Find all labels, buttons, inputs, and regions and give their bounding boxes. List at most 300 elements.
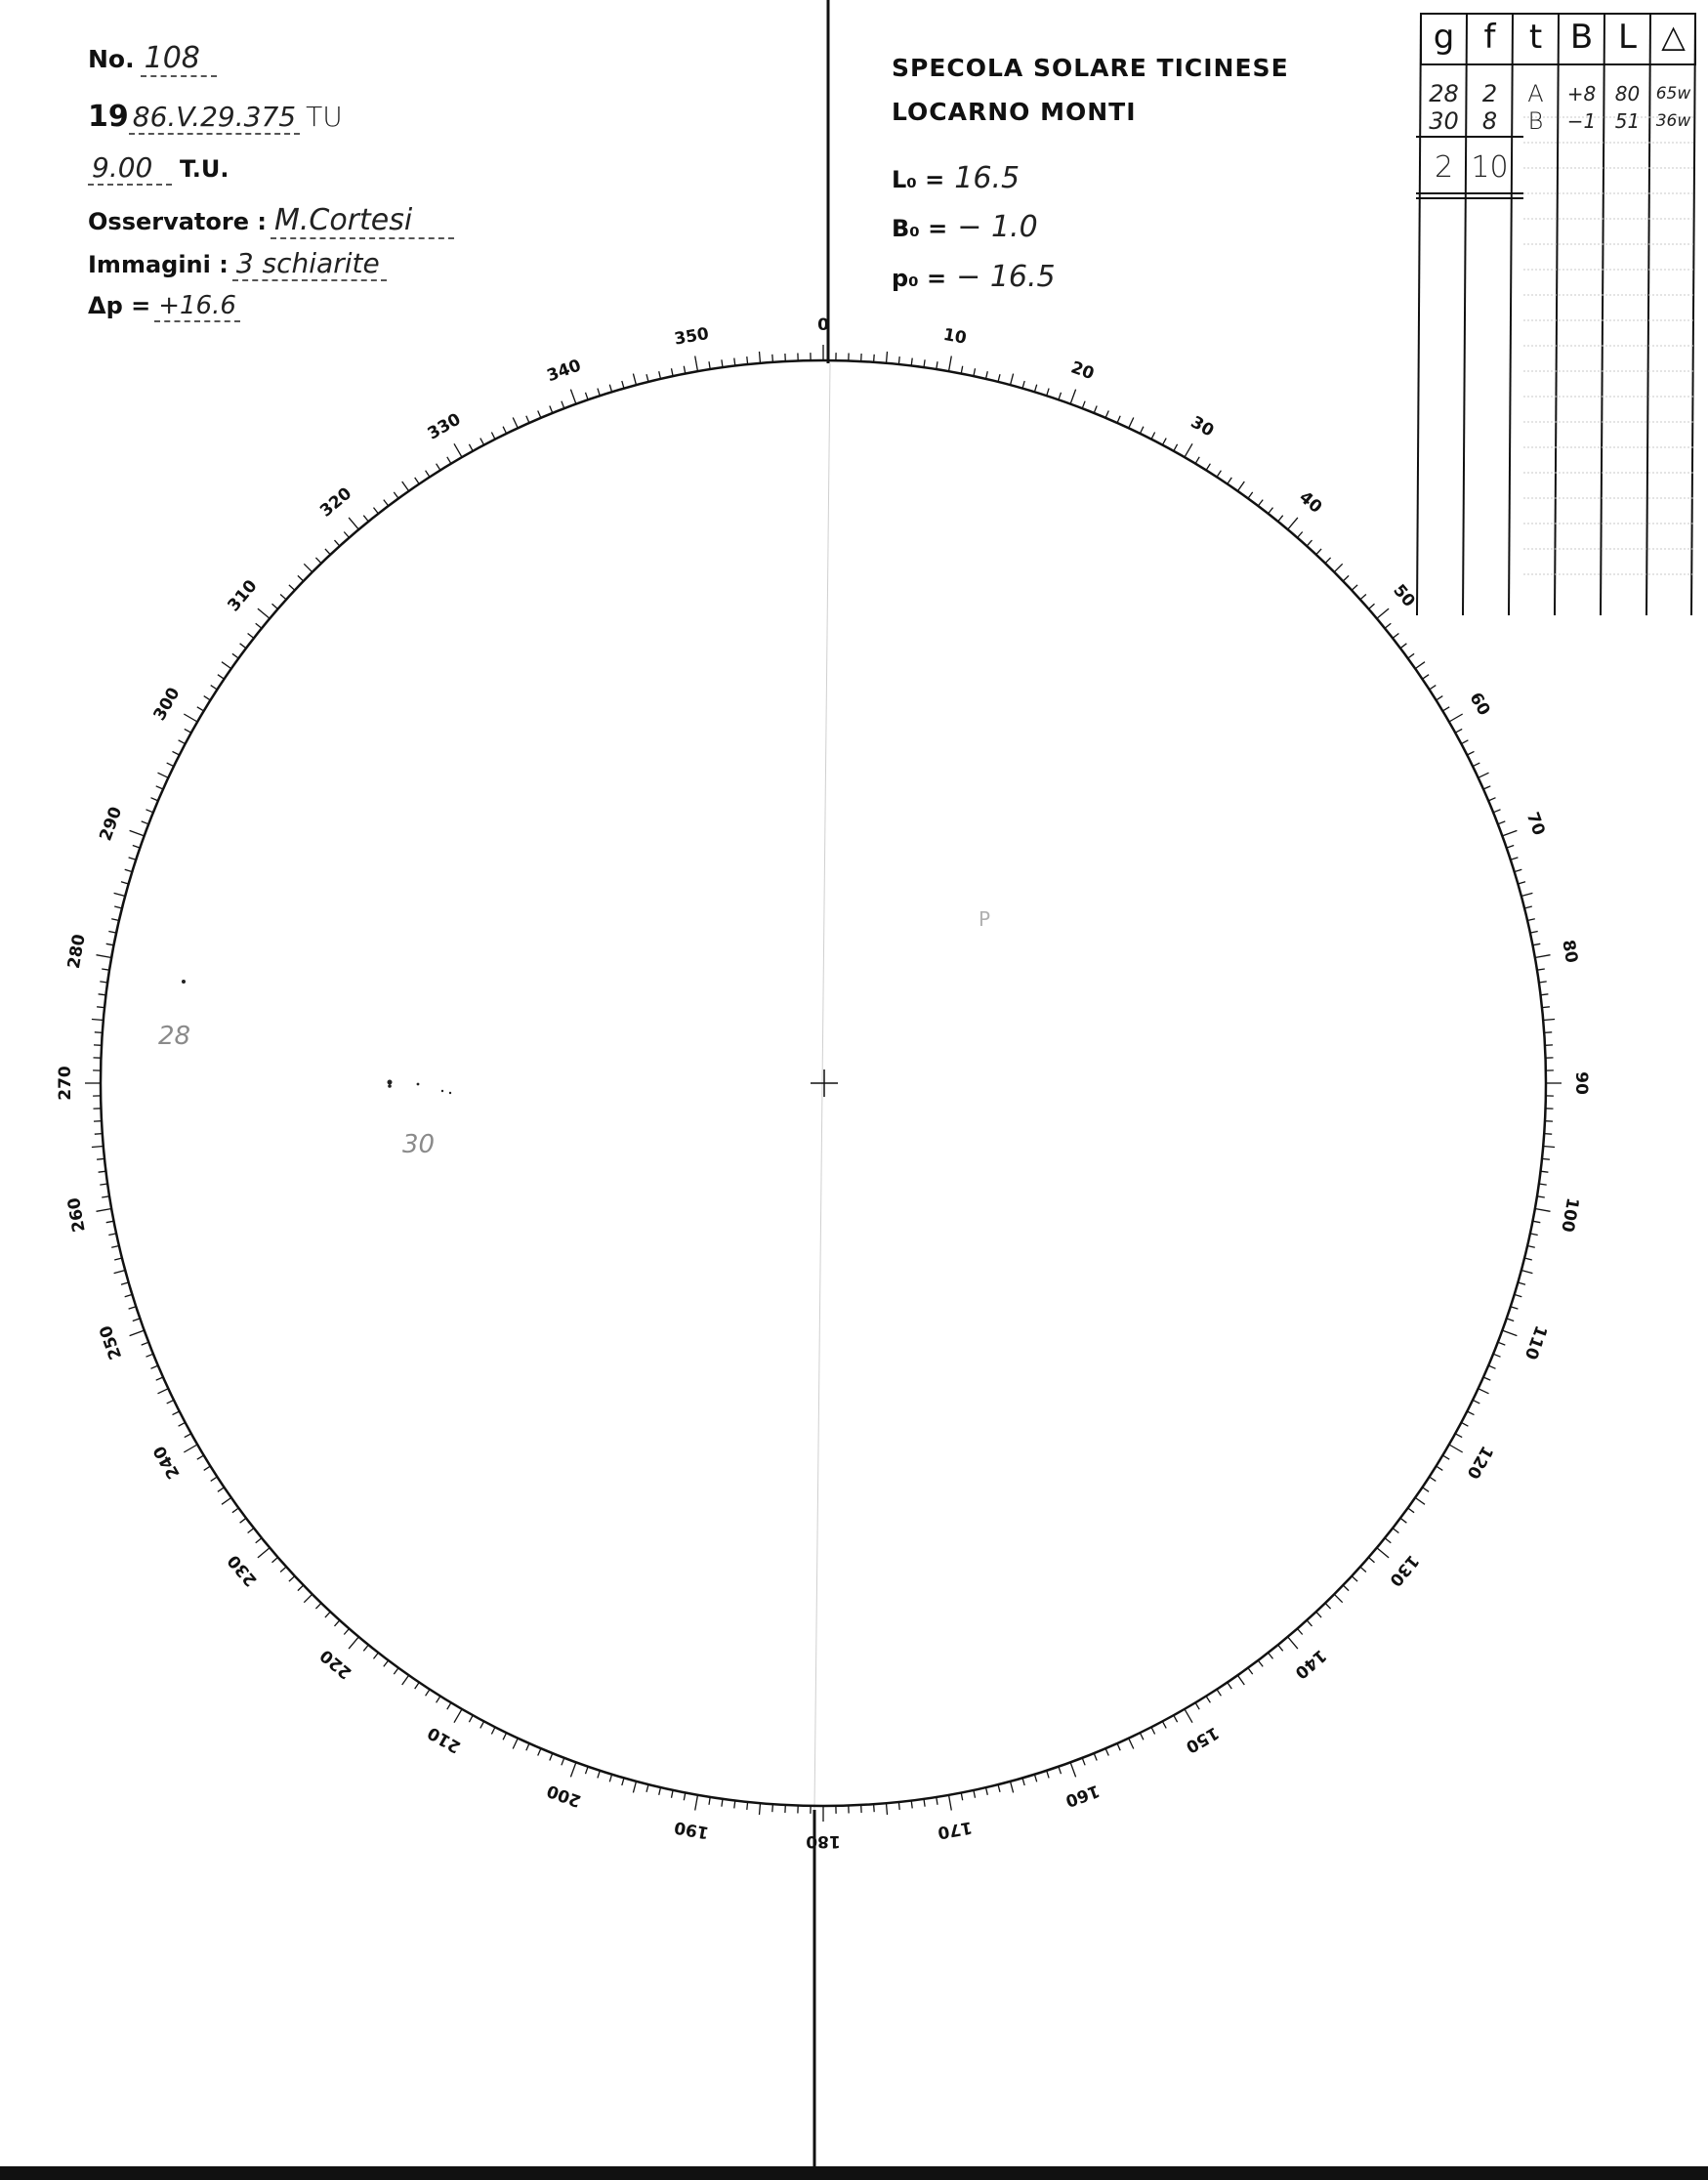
degree-tick (1258, 500, 1263, 506)
degree-tick (1530, 1234, 1538, 1236)
degree-tick (335, 540, 340, 546)
degree-tick (1129, 418, 1134, 429)
degree-tick (1521, 893, 1533, 896)
degree-tick (1059, 1767, 1062, 1775)
degree-tick (197, 1455, 204, 1459)
sunspot (388, 1080, 393, 1085)
degree-tick (344, 1629, 349, 1635)
degree-tick (646, 1784, 648, 1792)
degree-tick (415, 1683, 420, 1690)
degree-tick (491, 433, 495, 440)
degree-tick (179, 740, 186, 744)
degree-tick (1541, 994, 1549, 995)
date-value: 86.V.29.375 (129, 101, 300, 135)
degree-label: 80 (1558, 938, 1582, 965)
table-cell: 28 (1429, 80, 1459, 107)
degree-tick (349, 518, 358, 529)
degree-tick (1498, 1342, 1506, 1345)
degree-tick (1511, 858, 1519, 859)
degree-tick (146, 1354, 153, 1357)
degree-tick (722, 359, 723, 367)
degree-tick (949, 356, 952, 372)
degree-tick (426, 1690, 430, 1697)
degree-label: 230 (224, 1550, 262, 1590)
sunspot (182, 980, 186, 984)
degree-tick (394, 1668, 398, 1674)
degree-tick (1298, 1629, 1303, 1635)
degree-tick (1352, 585, 1357, 590)
degree-tick (695, 356, 698, 372)
degree-tick (114, 1258, 122, 1260)
degree-tick (1467, 751, 1474, 755)
degree-tick (1524, 906, 1532, 908)
table-header-f: f (1483, 18, 1496, 57)
table-header-L: L (1618, 18, 1637, 57)
degree-tick (1217, 471, 1221, 478)
observer-label: Osservatore : (88, 208, 267, 235)
degree-tick (125, 869, 133, 871)
degree-tick (222, 1497, 231, 1504)
degree-tick (1415, 1497, 1425, 1504)
degree-label: 160 (1062, 1780, 1103, 1811)
degree-tick (998, 1784, 1000, 1792)
degree-tick (1151, 433, 1155, 440)
degree-tick (232, 653, 238, 658)
degree-tick (760, 352, 761, 363)
degree-tick (384, 1660, 389, 1666)
degree-tick (1449, 1445, 1463, 1452)
degree-tick (402, 1675, 409, 1685)
degree-tick (426, 471, 430, 478)
degree-tick (92, 1147, 104, 1148)
degree-tick (173, 751, 180, 755)
degree-label: 190 (672, 1817, 711, 1843)
degree-tick (722, 1799, 723, 1807)
degree-label: 180 (806, 1831, 841, 1851)
degree-tick (609, 385, 611, 393)
degree-tick (1527, 1246, 1535, 1248)
degree-tick (384, 500, 389, 506)
time-value: 9.00 (88, 151, 172, 186)
degree-tick (1360, 595, 1366, 600)
degree-tick (961, 1792, 963, 1800)
degree-tick (513, 418, 518, 429)
degree-tick (1437, 696, 1443, 700)
table-cell: −1 (1566, 109, 1597, 133)
degree-tick (97, 1158, 104, 1159)
degree-label: 70 (1521, 810, 1549, 839)
degree-tick (898, 356, 899, 364)
degree-tick (1537, 1196, 1545, 1197)
degree-tick (184, 1445, 197, 1452)
degree-tick (659, 371, 661, 379)
degree-tick (1423, 1488, 1430, 1492)
degree-tick (469, 444, 473, 451)
degree-tick (684, 1792, 686, 1800)
degree-tick (1518, 882, 1525, 884)
degree-tick (1541, 1171, 1549, 1172)
degree-tick (1430, 1477, 1437, 1481)
degree-tick (1185, 443, 1192, 457)
degree-tick (272, 1558, 278, 1563)
degree-tick (363, 516, 368, 522)
degree-tick (887, 352, 888, 363)
observatory-location: LOCARNO MONTI (892, 98, 1137, 126)
degree-tick (974, 368, 976, 376)
degree-tick (280, 595, 286, 600)
degree-tick (125, 1294, 133, 1296)
degree-tick (1307, 1620, 1312, 1626)
degree-label: 90 (1571, 1071, 1591, 1095)
degree-tick (1105, 411, 1108, 418)
degree-tick (1269, 508, 1273, 514)
degree-tick (1151, 1727, 1155, 1734)
L0-label: L₀ = (892, 166, 945, 193)
B0-value: − 1.0 (957, 210, 1038, 244)
time-label: T.U. (180, 155, 229, 183)
degree-tick (1543, 1020, 1555, 1021)
degree-tick (100, 1184, 107, 1185)
degree-label: 150 (1182, 1722, 1223, 1757)
degree-tick (911, 1801, 912, 1809)
degree-label: 130 (1385, 1550, 1423, 1590)
degree-tick (1502, 1330, 1517, 1336)
degree-tick (1248, 492, 1253, 498)
degree-tick (538, 1748, 541, 1755)
degree-tick (480, 1721, 484, 1728)
degree-tick (1258, 1660, 1263, 1666)
degree-tick (1408, 653, 1414, 658)
degree-tick (1415, 662, 1425, 669)
degree-tick (480, 439, 484, 445)
degree-tick (1493, 1354, 1500, 1357)
degree-label: 220 (316, 1645, 356, 1683)
table-cell: 2 (1481, 80, 1498, 107)
degree-tick (1278, 1645, 1283, 1651)
degree-tick (335, 1620, 340, 1626)
degree-tick (1288, 518, 1298, 529)
degree-tick (1105, 1748, 1108, 1755)
degree-tick (1360, 1567, 1366, 1572)
degree-tick (1530, 932, 1538, 934)
degree-tick (1539, 982, 1547, 983)
degree-tick (232, 1508, 238, 1513)
p-marker: P (979, 907, 991, 931)
degree-tick (586, 1767, 589, 1775)
degree-tick (1195, 457, 1199, 464)
degree-tick (1228, 478, 1232, 484)
degree-tick (1479, 1389, 1489, 1394)
degree-tick (111, 1246, 119, 1248)
degree-tick (1488, 1365, 1495, 1368)
degree-tick (99, 994, 106, 995)
degree-tick (1059, 393, 1062, 400)
degree-tick (1532, 943, 1540, 945)
degree-tick (1483, 786, 1490, 789)
degree-tick (526, 1743, 529, 1750)
degree-tick (1442, 707, 1449, 711)
degree-label: 20 (1067, 357, 1097, 385)
degree-tick (772, 1804, 773, 1812)
degree-tick (272, 604, 278, 608)
degree-tick (1507, 846, 1515, 849)
degree-tick (298, 575, 304, 581)
degree-tick (130, 1330, 145, 1336)
degree-tick (344, 532, 349, 538)
degree-tick (598, 389, 600, 397)
table-total-spots: 10 (1471, 150, 1509, 185)
sunspot (388, 1084, 392, 1088)
degree-tick (1543, 1147, 1555, 1148)
degree-tick (747, 1802, 748, 1810)
degree-tick (887, 1803, 888, 1815)
degree-tick (1094, 1753, 1097, 1760)
degree-tick (949, 1795, 952, 1811)
delta-p-label: Δp = (88, 292, 151, 319)
degree-tick (1544, 1032, 1552, 1033)
degree-label: 30 (1187, 412, 1218, 441)
degree-tick (1094, 406, 1097, 413)
degree-tick (97, 1007, 104, 1008)
B0-label: B₀ = (892, 215, 948, 242)
degree-tick (211, 1477, 218, 1481)
table-cell: 51 (1614, 109, 1641, 133)
degree-tick (1518, 1282, 1525, 1284)
degree-tick (92, 1020, 104, 1021)
degree-tick (1070, 1762, 1076, 1777)
degree-tick (1162, 439, 1166, 445)
degree-tick (1385, 1538, 1391, 1543)
degree-tick (1442, 1455, 1449, 1459)
degree-tick (114, 906, 122, 908)
degree-label: 300 (149, 684, 185, 725)
degree-tick (1206, 464, 1210, 471)
degree-tick (1334, 1594, 1342, 1602)
degree-tick (974, 1790, 976, 1798)
degree-tick (695, 1795, 698, 1811)
degree-tick (240, 644, 246, 649)
degree-label: 330 (424, 409, 465, 444)
degree-tick (734, 1801, 735, 1809)
degree-label: 340 (544, 356, 584, 387)
degree-tick (1307, 540, 1312, 546)
center-cross (811, 1069, 838, 1097)
degree-tick (1082, 1758, 1085, 1766)
degree-tick (1377, 608, 1389, 618)
degree-tick (526, 416, 529, 423)
degree-tick (258, 608, 270, 618)
degree-tick (598, 1771, 600, 1779)
degree-tick (924, 1799, 925, 1807)
delta-p-value: +16.6 (154, 291, 240, 322)
degree-tick (394, 492, 398, 498)
degree-tick (622, 1778, 624, 1785)
table-cell: 30 (1429, 107, 1459, 135)
degree-tick (248, 634, 254, 639)
degree-tick (1162, 1721, 1166, 1728)
degree-tick (1535, 955, 1551, 958)
degree-tick (772, 355, 773, 362)
degree-tick (325, 1612, 330, 1617)
degree-tick (1034, 1775, 1036, 1782)
degree-tick (1185, 1709, 1192, 1723)
degree-tick (142, 1342, 149, 1345)
degree-tick (609, 1775, 611, 1782)
degree-tick (325, 549, 330, 555)
degree-tick (167, 1400, 174, 1404)
degree-tick (167, 763, 174, 767)
degree-tick (304, 564, 312, 571)
degree-tick (256, 623, 262, 628)
degree-tick (1034, 385, 1036, 393)
degree-tick (1542, 1158, 1550, 1159)
degree-tick (158, 1389, 169, 1394)
degree-tick (1423, 675, 1430, 680)
degree-tick (304, 1594, 312, 1602)
degree-tick (1011, 1782, 1014, 1793)
degree-tick (874, 355, 875, 362)
degree-tick (633, 1782, 636, 1793)
degree-tick (503, 427, 507, 434)
degree-tick (986, 1787, 988, 1795)
degree-tick (1473, 763, 1479, 767)
degree-tick (734, 358, 735, 366)
degree-tick (1325, 558, 1331, 564)
degree-label: 260 (63, 1195, 90, 1235)
degree-label: 310 (224, 576, 262, 616)
table-header-B: B (1569, 18, 1594, 57)
degree-tick (204, 696, 211, 700)
degree-tick (185, 1434, 191, 1438)
degree-tick (151, 798, 158, 801)
degree-tick (289, 1576, 295, 1581)
degree-tick (99, 1171, 106, 1172)
degree-tick (1248, 1668, 1253, 1674)
number-value: 108 (141, 41, 217, 77)
degree-tick (586, 393, 589, 400)
p0-label: p₀ = (892, 265, 947, 292)
degree-tick (1511, 1307, 1519, 1309)
degree-tick (248, 1529, 254, 1533)
degree-tick (1400, 644, 1406, 649)
degree-tick (1117, 416, 1120, 423)
degree-tick (1343, 1585, 1349, 1591)
degree-tick (1483, 1377, 1490, 1380)
degree-tick (1393, 634, 1398, 639)
degree-tick (256, 1538, 262, 1543)
degree-tick (1544, 1134, 1552, 1135)
degree-tick (1228, 1683, 1232, 1690)
degree-tick (1129, 1739, 1134, 1749)
degree-tick (222, 662, 231, 669)
degree-tick (106, 943, 114, 945)
degree-tick (1369, 1558, 1375, 1563)
degree-tick (1022, 1778, 1024, 1785)
degree-tick (1343, 575, 1349, 581)
degree-tick (1140, 1733, 1144, 1740)
group-label-30: 30 (402, 1130, 436, 1159)
degree-tick (1334, 564, 1342, 571)
degree-tick (437, 1697, 440, 1703)
degree-label: 240 (149, 1442, 185, 1483)
degree-tick (151, 1365, 158, 1368)
degree-tick (1316, 1612, 1321, 1617)
degree-tick (986, 371, 988, 379)
degree-tick (1524, 1258, 1532, 1260)
degree-tick (1377, 1548, 1389, 1558)
degree-tick (1217, 1690, 1221, 1697)
degree-tick (1473, 1400, 1479, 1404)
degree-tick (538, 411, 541, 418)
degree-tick (1278, 516, 1283, 522)
degree-tick (95, 1134, 103, 1135)
degree-tick (1298, 532, 1303, 538)
images-label: Immagini : (88, 251, 229, 278)
degree-tick (1539, 1184, 1547, 1185)
degree-tick (570, 390, 576, 404)
degree-tick (503, 1733, 507, 1740)
degree-tick (106, 1221, 114, 1223)
degree-tick (102, 1196, 109, 1197)
degree-tick (374, 508, 379, 514)
number-label: No. (88, 45, 135, 73)
sunspots (182, 980, 451, 1094)
degree-tick (1455, 729, 1462, 733)
degree-label: 120 (1462, 1442, 1497, 1483)
degree-tick (1352, 1576, 1357, 1581)
degree-tick (1535, 1209, 1551, 1212)
degree-label: 200 (544, 1780, 584, 1811)
degree-tick (1288, 1637, 1298, 1649)
degree-tick (402, 482, 409, 491)
degree-tick (1515, 1294, 1522, 1296)
degree-tick (898, 1802, 899, 1810)
degree-tick (672, 368, 674, 376)
degree-tick (315, 558, 321, 564)
degree-tick (659, 1787, 661, 1795)
degree-tick (146, 810, 153, 813)
degree-tick (1507, 1319, 1515, 1321)
degree-tick (108, 932, 116, 934)
degree-label: 250 (96, 1322, 127, 1362)
degree-tick (130, 830, 145, 836)
degree-tick (363, 1645, 368, 1651)
date-printed: 19 (88, 100, 129, 134)
scan-border-bottom (0, 2166, 1708, 2180)
degree-tick (211, 686, 218, 690)
degree-tick (1011, 374, 1014, 386)
degree-label: 210 (424, 1722, 465, 1757)
group-label-28: 28 (158, 1022, 191, 1051)
table-cell: +8 (1566, 82, 1597, 105)
degree-label: 350 (672, 323, 711, 350)
table-cell: 65w (1655, 84, 1691, 104)
degree-tick (1022, 381, 1024, 389)
degree-tick (156, 1377, 163, 1380)
degree-tick (1521, 1271, 1533, 1274)
degree-tick (1140, 427, 1144, 434)
degree-tick (1437, 1466, 1443, 1470)
degree-tick (121, 1282, 129, 1284)
degree-tick (133, 846, 141, 849)
sunspot (441, 1090, 443, 1092)
degree-tick (570, 1762, 576, 1777)
degree-tick (1117, 1743, 1120, 1750)
degree-tick (184, 714, 197, 722)
degree-label: 100 (1557, 1195, 1583, 1235)
table-header-g: g (1433, 18, 1455, 57)
degree-tick (280, 1567, 286, 1572)
